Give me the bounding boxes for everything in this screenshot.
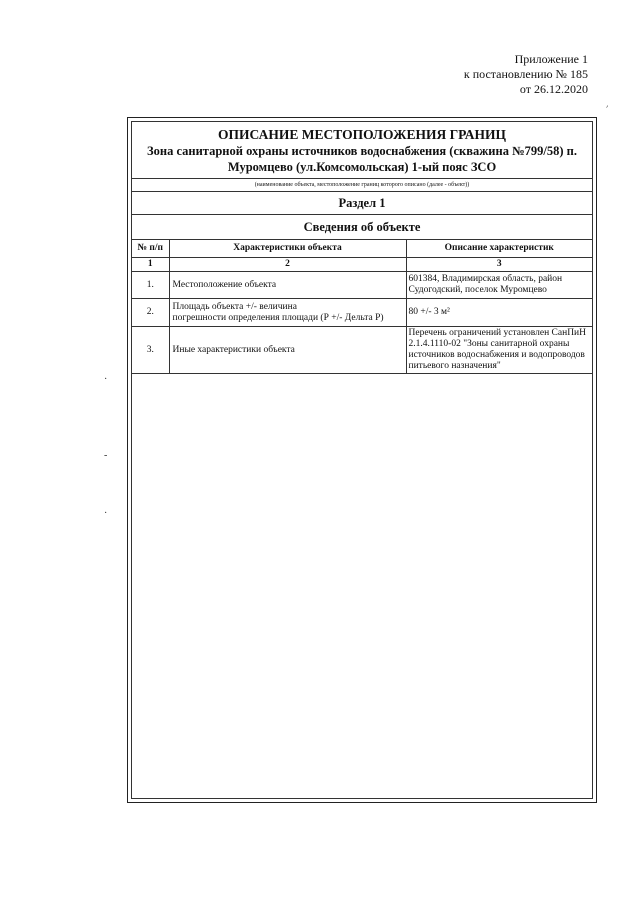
- appendix-line-1: Приложение 1: [514, 52, 588, 66]
- row-characteristic-line: погрешности определения площади (Р +/- Дельта Р): [172, 312, 384, 323]
- document-title: ОПИСАНИЕ МЕСТОПОЛОЖЕНИЯ ГРАНИЦ: [218, 127, 506, 142]
- row-number: 1.: [132, 272, 169, 299]
- column-number-row: [132, 258, 592, 272]
- row-characteristic: Местоположение объекта: [169, 272, 406, 299]
- column-number: 2: [169, 258, 406, 272]
- object-name-line-2: Муромцево (ул.Комсомольская) 1-ый пояс ЗСО: [227, 160, 497, 174]
- title-block: [132, 122, 592, 179]
- scan-speck: ׳: [606, 103, 609, 114]
- row-characteristic: [169, 299, 406, 327]
- section-title: Сведения об объекте: [132, 215, 592, 240]
- row-description: Перечень ограничений установлен СанПиН 2.1.4.1110-02 "Зоны санитарной охраны источников водоснабжения и водопроводов питьевого назначения": [406, 327, 592, 374]
- column-number: 1: [132, 258, 169, 272]
- document-inner-frame: [131, 121, 593, 799]
- table-row: [132, 327, 592, 374]
- document-frame: [127, 117, 597, 803]
- object-info-table: [132, 240, 592, 374]
- row-description: 601384, Владимирская область, район Судогодский, поселок Муромцево: [406, 272, 592, 299]
- column-header-characteristic: Характеристики объекта: [169, 240, 406, 258]
- column-number: 3: [406, 258, 592, 272]
- row-number: 2.: [132, 299, 169, 327]
- section-heading: Раздел 1: [132, 192, 592, 215]
- scan-speck: -: [104, 450, 108, 461]
- table-header-row: [132, 240, 592, 258]
- table-row: [132, 272, 592, 299]
- column-header-description: Описание характеристик: [406, 240, 592, 258]
- appendix-line-2: к постановлению № 185: [463, 67, 588, 81]
- object-caption: (наименование объекта, местоположение границ которого описано (далее - объект)): [132, 179, 592, 192]
- appendix-note: [464, 52, 588, 97]
- row-characteristic-line: Площадь объекта +/- величина: [172, 301, 297, 312]
- row-characteristic: Иные характеристики объекта: [169, 327, 406, 374]
- scan-speck: ·: [104, 508, 108, 519]
- column-header-number: № п/п: [132, 240, 169, 258]
- row-description: 80 +/- 3 м²: [406, 299, 592, 327]
- scan-speck: ·: [104, 374, 108, 385]
- table-row: [132, 299, 592, 327]
- row-number: 3.: [132, 327, 169, 374]
- appendix-line-3: от 26.12.2020: [519, 82, 588, 96]
- object-name-line-1: Зона санитарной охраны источников водоснабжения (скважина №799/58) п.: [147, 144, 577, 158]
